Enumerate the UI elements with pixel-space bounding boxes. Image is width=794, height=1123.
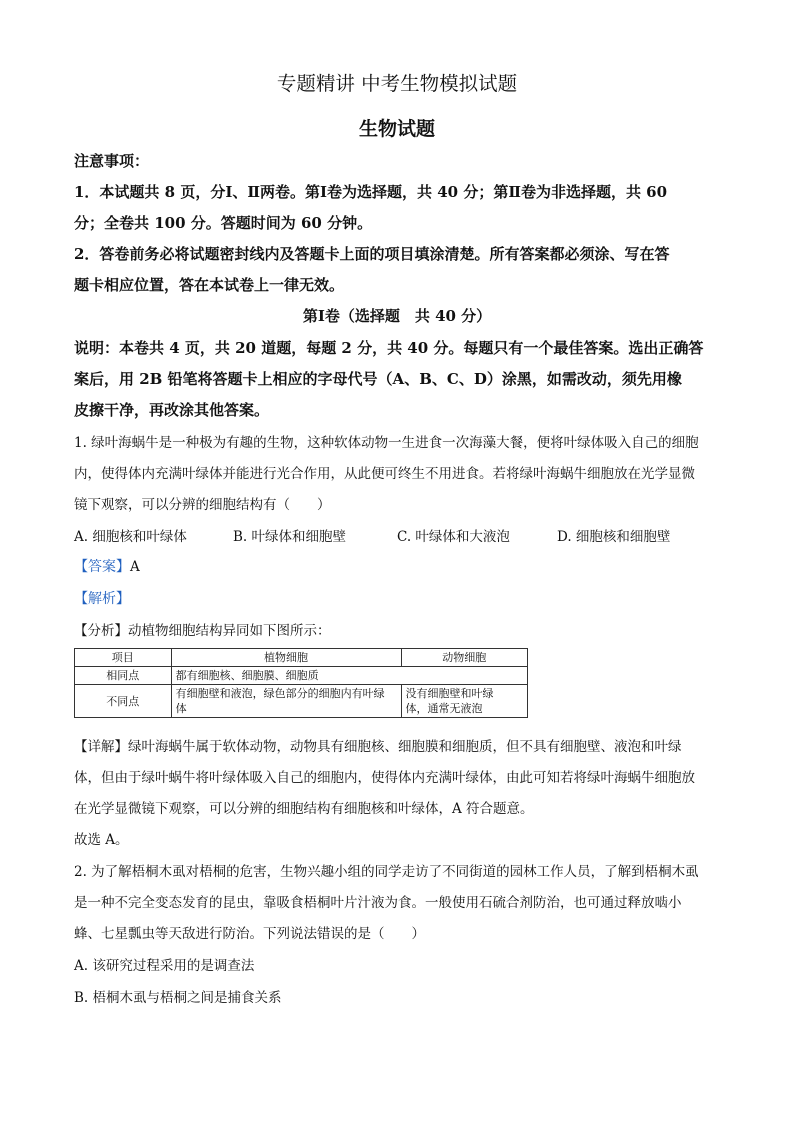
q1-option-c: C. 叶绿体和大液泡 (397, 529, 510, 545)
q1-option-a: A. 细胞核和叶绿体 (74, 529, 187, 545)
q1-answer-line (74, 556, 140, 576)
notes-line-1a: 1．本试题共 8 页，分Ⅰ、Ⅱ两卷。第Ⅰ卷为选择题，共 40 分；第Ⅱ卷为非选择题，共 60 (74, 183, 668, 201)
section-1-desc-b: 案后，用 2B 铅笔将答题卡上相应的字母代号（A、B、C、D）涂黑，如需改动，须先用橡 (74, 370, 682, 388)
answer-tag: 【答案】 (74, 559, 130, 575)
q1-detail-line-b: 体，但由于绿叶蜗牛将叶绿体吸入自己的细胞内，使得体内充满叶绿体，由此可知若将绿叶海蜗牛细胞放 (74, 770, 695, 786)
notes-line-2b: 题卡相应位置，答在本试卷上一律无效。 (74, 276, 345, 294)
table-row (75, 667, 528, 685)
table-row (75, 649, 528, 667)
notes-heading: 注意事项： (74, 152, 150, 170)
page-subtitle: 生物试题 (358, 118, 435, 140)
notes-line-2a: 2．答卷前务必将试题密封线内及答题卡上面的项目填涂清楚。所有答案都必须涂、写在答 (74, 245, 670, 263)
q2-stem-b: 是一种不完全变态发育的昆虫，靠吸食梧桐叶片汁液为食。一般使用石硫合剂防治，也可通过释放啮小 (74, 895, 682, 911)
table-cell-same-label: 相同点 (75, 667, 172, 685)
section-1-desc-a: 说明：本卷共 4 页，共 20 道题，每题 2 分，共 40 分。每题只有一个最佳答案。选出正确答 (74, 339, 704, 357)
fenxi-tag: 【分析】 (74, 623, 128, 639)
cell-comparison-table (74, 648, 528, 718)
diff-plant-line-b: 体 (175, 702, 187, 715)
section-1-desc-c: 皮擦干净，再改涂其他答案。 (74, 401, 270, 419)
q2-option-a: A. 该研究过程采用的是调查法 (74, 958, 255, 974)
q1-stem-a: 1. 绿叶海蜗牛是一种极为有趣的生物，这种软体动物一生进食一次海藻大餐，便将叶绿体吸入自己的细胞 (74, 435, 699, 451)
section-1-heading: 第Ⅰ卷（选择题 共 40 分） (302, 307, 492, 325)
q1-option-b: B. 叶绿体和细胞壁 (233, 529, 347, 545)
table-header-item: 项目 (75, 649, 172, 667)
detail-text-a: 绿叶海蜗牛属于软体动物，动物具有细胞核、细胞膜和细胞质，但不具有细胞壁、液泡和叶绿 (128, 739, 682, 755)
q1-analysis-line (74, 588, 130, 608)
diff-plant-line-a: 有细胞壁和液泡，绿色部分的细胞内有叶绿 (175, 687, 385, 700)
analysis-tag: 【解析】 (74, 591, 130, 607)
notes-line-1b: 分；全卷共 100 分。答题时间为 60 分钟。 (74, 214, 373, 232)
diff-animal-line-a: 没有细胞壁和叶绿 (405, 687, 494, 700)
answer-value: A (130, 559, 140, 575)
q2-stem-a: 2. 为了解梧桐木虱对梧桐的危害，生物兴趣小组的同学走访了不同街道的园林工作人员，了解到梧桐木虱 (74, 864, 699, 880)
table-header-animal: 动物细胞 (401, 649, 528, 667)
q1-detail-line-a (74, 735, 682, 755)
table-row (75, 685, 528, 718)
table-cell-diff-label: 不同点 (75, 685, 172, 718)
fenxi-text: 动植物细胞结构异同如下图所示： (128, 623, 331, 639)
q1-fenxi-line (74, 619, 331, 639)
diff-animal-line-b: 体，通常无液泡 (405, 702, 483, 715)
q2-stem-c: 蜂、七星瓢虫等天敌进行防治。下列说法错误的是（ ） (74, 926, 425, 942)
table-cell-same-text: 都有细胞核、细胞膜、细胞质 (171, 667, 527, 685)
table-cell-diff-animal (401, 685, 528, 718)
table-cell-diff-plant (171, 685, 401, 718)
table-header-plant: 植物细胞 (171, 649, 401, 667)
q1-stem-b: 内，使得体内充满叶绿体并能进行光合作用，从此便可终生不用进食。若将绿叶海蜗牛细胞放在光学显微 (74, 466, 695, 482)
detail-tag: 【详解】 (74, 739, 128, 755)
q1-stem-c: 镜下观察，可以分辨的细胞结构有（ ） (74, 497, 331, 513)
q1-option-d: D. 细胞核和细胞壁 (557, 529, 671, 545)
q1-conclusion: 故选 A。 (74, 832, 129, 848)
q1-detail-line-c: 在光学显微镜下观察，可以分辨的细胞结构有细胞核和叶绿体，A 符合题意。 (74, 801, 534, 817)
page-title: 专题精讲 中考生物模拟试题 (276, 72, 518, 95)
q2-option-b: B. 梧桐木虱与梧桐之间是捕食关系 (74, 990, 282, 1006)
